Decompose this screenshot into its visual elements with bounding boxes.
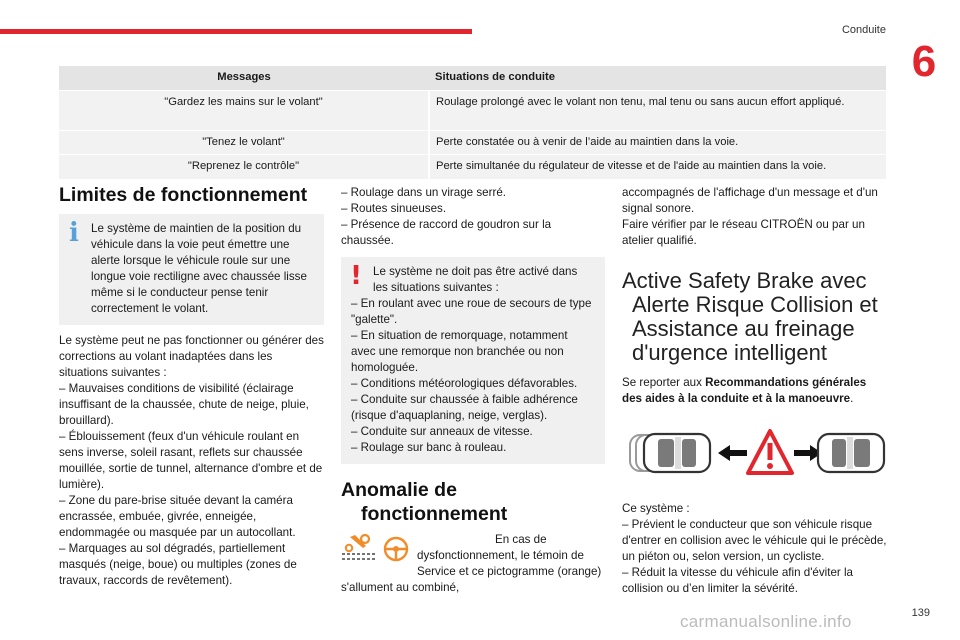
watermark: carmanualsonline.info (680, 612, 852, 631)
info-icon: i (69, 218, 79, 248)
malfunction-title-line2: fonctionnement (361, 503, 508, 525)
collision-warning-diagram (622, 421, 887, 491)
section-name: Conduite (841, 24, 886, 36)
column-left (59, 183, 324, 589)
situation-cell: Roulage prolongé avec le volant non tenu, mal tenu ou sans aucun effort appliqué. (429, 90, 886, 130)
malfunction-text-part: En cas de dysfonctionnement, le témoin de Service et ce pictogramme (orange) s'allument au combiné, (341, 533, 602, 594)
column-middle (341, 185, 605, 596)
own-car-icon (644, 434, 710, 472)
column-header-situations: Situations de conduite (429, 66, 886, 90)
asb-ref-prefix: Se reporter aux (622, 376, 706, 389)
page-number: 139 (911, 607, 930, 619)
limits-title: Limites de fonctionnement (59, 184, 308, 206)
info-box-text: Le système de maintien de la position du véhicule dans la voie peut émettre une alerte lorsque le véhicule roule sur une longue voie rectiligne avec chaussée lisse même si le conducteur pense tenir correctement le volant. (91, 222, 307, 315)
limits-item: – Zone du pare-brise située devant la caméra encrassée, embuée, givrée, enneigée, endommagée ou masquée par un autocollant. (59, 494, 296, 539)
table-row (59, 155, 886, 180)
distance-arrow-icon (718, 445, 747, 461)
asb-ref-bold: Recommandations générales des aides à la conduite et à la manoeuvre (622, 376, 867, 405)
situation-cell: Perte simultanée du régulateur de vitesse et de l'aide au maintien dans la voie. (429, 155, 886, 180)
warning-item: – En roulant avec une roue de secours de type "galette". (351, 297, 592, 326)
limits-intro: Le système peut ne pas fonctionner ou générer des corrections au volant inadaptées dans les situations suivantes : (59, 334, 324, 379)
asb-reference (622, 375, 888, 407)
asb-title (622, 269, 888, 365)
warning-box (341, 257, 605, 464)
limits-item: – Éblouissement (feux d'un véhicule roulant en sens inverse, soleil rasant, reflets sur chaussée mouillée, sortie de tunnel, alternance d'ombre et de lumière). (59, 430, 323, 491)
table-row (59, 130, 886, 155)
message-cell: "Gardez les mains sur le volant" (59, 90, 429, 130)
malfunction-block (341, 532, 605, 596)
asb-title-line: Assistance au freinage (632, 316, 855, 341)
limits-item: – Présence de raccord de goudron sur la chaussée. (341, 218, 552, 247)
limits-item: – Roulage dans un virage serré. (341, 186, 506, 199)
limits-item: – Marquages au sol dégradés, partiellement masqués (neige, boue) ou multiples (zones de travaux, raccords de revêtement). (59, 542, 297, 587)
lane-keeping-steering-icon (381, 534, 411, 564)
asb-item: – Réduit la vitesse du véhicule afin d'éviter la collision ou d’en limiter la sévérité. (622, 566, 853, 595)
messages-table (59, 66, 886, 180)
message-cell: "Tenez le volant" (59, 130, 429, 155)
asb-ref-suffix: . (850, 392, 854, 405)
warning-item: – Conditions météorologiques défavorables. (351, 377, 578, 390)
table-header-row (59, 66, 886, 90)
situation-cell: Perte constatée ou à venir de l’aide au maintien dans la voie. (429, 130, 886, 155)
limits-body (59, 333, 324, 589)
warning-box-lead: Le système ne doit pas être activé dans les situations suivantes : (373, 265, 578, 294)
vehicle-ahead-icon (818, 434, 884, 472)
chapter-color-bar (0, 29, 472, 34)
malfunction-title-line1: Anomalie de (341, 479, 457, 501)
message-cell: "Reprenez le contrôle" (59, 155, 429, 180)
malfunction-text2: Faire vérifier par le réseau CITROËN ou par un atelier qualifié. (622, 218, 865, 247)
info-box (59, 214, 324, 325)
column-header-messages: Messages (59, 66, 429, 90)
warning-item: – Conduite sur chaussée à faible adhérence (risque d'aquaplaning, neige, verglas). (351, 393, 578, 422)
warning-item: – Conduite sur anneaux de vitesse. (351, 425, 533, 438)
malfunction-text-continued: accompagnés de l'affichage d'un message et d'un signal sonore. (622, 186, 878, 215)
asb-title-line: Alerte Risque Collision et (632, 292, 878, 317)
chapter-number: 6 (911, 37, 937, 86)
asb-title-line: d'urgence intelligent (632, 340, 828, 365)
asb-title-line: Active Safety Brake avec (622, 268, 867, 293)
table-row (59, 90, 886, 130)
column-right (622, 185, 888, 597)
malfunction-title (341, 478, 605, 526)
limits-item: – Mauvaises conditions de visibilité (éclairage insuffisant de la chaussée, chute de neige, pluie, brouillard). (59, 382, 309, 427)
warning-item: – Roulage sur banc à rouleau. (351, 441, 507, 454)
asb-intro: Ce système : (622, 502, 690, 515)
asb-item: – Prévient le conducteur que son véhicule risque d'entrer en collision avec le véhicule qui le précède, un piéton ou, selon version, un cycliste. (622, 518, 887, 563)
collision-warning-triangle-icon (748, 431, 792, 473)
warning-exclamation-icon: ! (350, 261, 362, 291)
warning-item: – En situation de remorquage, notamment avec une remorque non branchée ou non homologuée. (351, 329, 568, 374)
limits-item: – Routes sinueuses. (341, 202, 447, 215)
